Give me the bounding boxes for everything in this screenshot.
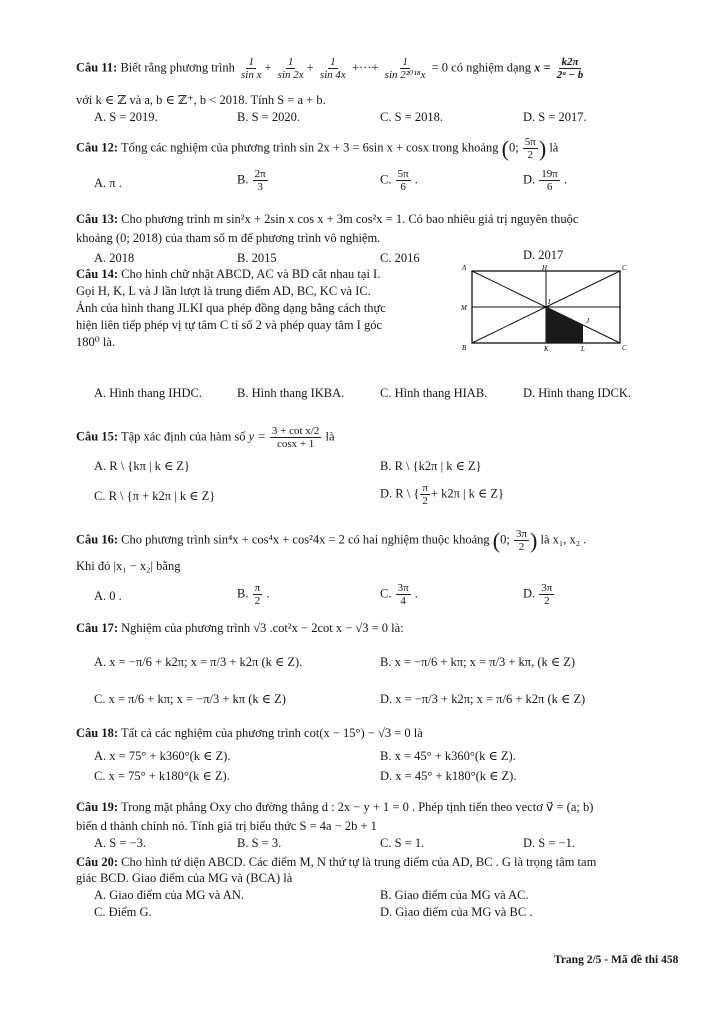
q11-term2 bbox=[276, 56, 306, 81]
q12-int-den: 2 bbox=[527, 149, 534, 161]
q16-label: Câu 16: bbox=[76, 532, 119, 547]
q12-option-d-den: 6 bbox=[546, 181, 553, 193]
label-h: H bbox=[542, 264, 548, 272]
q19-stem bbox=[76, 800, 593, 815]
q12-int-left: 0; bbox=[508, 140, 519, 155]
q18-option-a[interactable]: A. x = 75° + k360°(k ∈ Z). bbox=[94, 749, 231, 763]
q11-line2: với k ∈ ℤ và a, b ∈ ℤ⁺, b < 2018. Tính S = a + b. bbox=[76, 93, 326, 107]
q13-stem bbox=[76, 212, 578, 227]
label-j: J bbox=[586, 317, 590, 325]
q15-option-d-frac bbox=[420, 482, 430, 507]
q13-option-d[interactable]: D. 2017 bbox=[523, 248, 564, 262]
q16-stem bbox=[76, 528, 586, 553]
q14-line5: 180⁰ là. bbox=[76, 335, 116, 349]
q15-text: Tập xác định của hàm số bbox=[120, 429, 246, 444]
q18-stem bbox=[76, 726, 423, 741]
q12-option-c[interactable] bbox=[380, 168, 418, 193]
q17-option-b[interactable]: B. x = −π/6 + kπ; x = π/3 + kπ, (k ∈ Z) bbox=[380, 655, 576, 669]
q17-option-a[interactable]: A. x = −π/6 + k2π; x = π/3 + k2π (k ∈ Z). bbox=[94, 655, 303, 669]
q12-int-num: 5π bbox=[524, 136, 536, 148]
label-m: M bbox=[461, 304, 467, 312]
q12-option-d[interactable] bbox=[523, 168, 567, 193]
q15-func-den: cosx + 1 bbox=[276, 438, 315, 450]
q16-int-close: ) bbox=[530, 528, 538, 553]
q15-option-d-num: π bbox=[422, 482, 428, 494]
label-a: A bbox=[462, 264, 467, 272]
q16-int-open: ( bbox=[492, 528, 501, 553]
q11-option-d[interactable]: D. S = 2017. bbox=[523, 110, 587, 124]
q16-option-b-den: 2 bbox=[254, 595, 261, 607]
q16-option-c-num: 3π bbox=[397, 582, 409, 594]
q12-int-frac bbox=[523, 136, 538, 161]
q11-term2-den: sin 2x bbox=[277, 69, 304, 81]
q19-label: Câu 19: bbox=[76, 800, 119, 814]
label-c-top: C bbox=[622, 264, 627, 272]
q15-option-a[interactable]: A. R \ {kπ | k ∈ Z} bbox=[94, 459, 191, 473]
q17-option-d[interactable]: D. x = −π/3 + k2π; x = π/6 + k2π (k ∈ Z) bbox=[380, 692, 586, 706]
q19-text2: biến d thành chính nó. Tính giá trị biểu thức S = 4a − 2b + 1 bbox=[76, 819, 377, 833]
rectangle-figure bbox=[460, 263, 640, 353]
q11-label: Câu 11: bbox=[76, 60, 118, 75]
q16-option-b[interactable] bbox=[237, 582, 269, 607]
q20-option-d[interactable]: D. Giao điểm của MG và BC . bbox=[380, 905, 533, 919]
q16-option-d-den: 2 bbox=[544, 595, 550, 607]
q12-int-close: ) bbox=[538, 136, 547, 161]
q12-option-c-den: 6 bbox=[400, 181, 406, 193]
q14-option-b[interactable]: B. Hình thang IKBA. bbox=[237, 386, 345, 400]
q12-option-c-num: 5π bbox=[397, 168, 409, 180]
q16-option-c-letter: C. bbox=[380, 586, 392, 601]
q12-tail: là bbox=[549, 140, 559, 155]
q11-option-c[interactable]: C. S = 2018. bbox=[380, 110, 443, 124]
q19-text1: Trong mặt phẳng Oxy cho đường thẳng d : 2x − y + 1 = 0 . Phép tịnh tiến theo vectơ v⃗ = (a; b) bbox=[120, 800, 594, 814]
q16-text: Cho phương trình sin⁴x + cos⁴x + cos²4x = 2 có hai nghiệm thuộc khoảng bbox=[121, 532, 490, 547]
q12-option-c-letter: C. bbox=[380, 172, 392, 187]
q12-label: Câu 12: bbox=[76, 140, 119, 155]
q13-text1: Cho phương trình m sin²x + 2sin x cos x + 3m cos²x = 1. Có bao nhiêu giá trị nguyên thuộc bbox=[121, 212, 579, 226]
q12-int-open: ( bbox=[501, 136, 509, 161]
q18-option-d[interactable]: D. x = 45° + k180°(k ∈ Z). bbox=[380, 769, 517, 783]
q16-tail: là x₁, x₂ . bbox=[540, 532, 587, 547]
q16-option-d-letter: D. bbox=[523, 586, 536, 601]
q16-option-b-frac bbox=[253, 582, 263, 607]
q12-option-d-num: 19π bbox=[541, 168, 558, 180]
q16-int-den: 2 bbox=[518, 541, 525, 553]
q11-eq0: = 0 bbox=[431, 60, 449, 75]
q14-line4: hiện liên tiếp phép vị tự tâm C tỉ số 2 và phép quay tâm I góc bbox=[76, 318, 383, 332]
q16-option-d[interactable] bbox=[523, 582, 555, 607]
q12-option-b-den: 3 bbox=[257, 181, 263, 193]
q13-text2: khoảng (0; 2018) của tham số m để phương trình vô nghiệm. bbox=[76, 231, 381, 245]
q17-text: Nghiệm của phương trình √3 .cot²x − 2cot x − √3 = 0 là: bbox=[121, 621, 404, 635]
q19-option-c[interactable]: C. S = 1. bbox=[380, 836, 425, 850]
q13-option-c[interactable]: C. 2016 bbox=[380, 251, 420, 265]
q17-stem bbox=[76, 621, 404, 636]
q12-option-d-dot: . bbox=[563, 172, 568, 187]
q14-option-d[interactable]: D. Hình thang IDCK. bbox=[523, 386, 631, 400]
q19-option-b[interactable]: B. S = 3. bbox=[237, 836, 282, 850]
q11-term1-num: 1 bbox=[248, 56, 254, 68]
q11-intro: Biết rằng phương trình bbox=[120, 60, 235, 75]
q11-term1 bbox=[239, 56, 263, 81]
q14-line3: Ảnh của hình thang JLKI qua phép đồng dạng bằng cách thực bbox=[76, 301, 386, 315]
label-k: K bbox=[544, 345, 549, 353]
q12-option-c-frac bbox=[396, 168, 411, 193]
q16-option-c-den: 4 bbox=[400, 595, 406, 607]
q14-option-a[interactable]: A. Hình thang IHDC. bbox=[94, 386, 202, 400]
q16-option-b-letter: B. bbox=[237, 586, 249, 601]
q15-option-b[interactable]: B. R \ {k2π | k ∈ Z} bbox=[380, 459, 482, 473]
q14-line1 bbox=[76, 267, 380, 282]
q13-option-b[interactable]: B. 2015 bbox=[237, 251, 277, 265]
q16-int-num: 3π bbox=[515, 528, 528, 540]
q11-term4 bbox=[383, 56, 428, 81]
q17-label: Câu 17: bbox=[76, 621, 119, 635]
q20-option-c[interactable]: C. Điểm G. bbox=[94, 905, 152, 919]
q14-line2: Gọi H, K, L và J lần lượt là trung điểm AD, BC, KC và IC. bbox=[76, 284, 371, 298]
q15-option-d-left: D. R \ { bbox=[380, 486, 420, 501]
label-c-bottom: C bbox=[622, 344, 627, 352]
q20-text2: giác BCD. Giao điểm của MG và (BCA) là bbox=[76, 871, 293, 885]
q11-stem: Câu 11: Biết rằng phương trình $\frac{1}{\text{sin x}}$ + $\frac{1}{\sin 2x}$ + $\frac{1}{\sin 4x}$ +···+ $\frac{1}{\text{sin 2²⁰¹⁸x}}$ = 0 có nghiệm dạng x = $\frac{k2\pi}{\text{2ᵃ − b}}$ bbox=[76, 56, 584, 81]
q11-term4-den: sin 2²⁰¹⁸x bbox=[384, 69, 426, 81]
q20-option-b[interactable]: B. Giao điểm của MG và AC. bbox=[380, 888, 529, 902]
q20-stem bbox=[76, 855, 596, 870]
q11-term2-num: 1 bbox=[287, 56, 294, 68]
q14-label: Câu 14: bbox=[76, 267, 119, 281]
q14-text1: Cho hình chữ nhật ABCD, AC và BD cắt nhau tại I. bbox=[121, 267, 381, 281]
q16-option-c-frac bbox=[396, 582, 411, 607]
q19-option-a[interactable]: A. S = −3. bbox=[94, 836, 146, 850]
q11-x-eq: x = bbox=[534, 60, 551, 75]
q12-text: Tổng các nghiệm của phương trình sin 2x + 3 = 6sin x + cosx trong khoảng bbox=[120, 140, 499, 155]
q16-int-frac bbox=[514, 528, 529, 553]
q11-mid: có nghiệm dạng bbox=[451, 60, 532, 75]
q11-answer-form bbox=[555, 56, 585, 81]
q16-option-a[interactable]: A. 0 . bbox=[94, 589, 122, 603]
q11-ans-den: 2ᵃ − b bbox=[556, 69, 584, 81]
q18-option-c[interactable]: C. x = 75° + k180°(k ∈ Z). bbox=[94, 769, 230, 783]
q12-option-d-letter: D. bbox=[523, 172, 536, 187]
q11-term3 bbox=[318, 56, 348, 81]
q11-term3-den: sin 4x bbox=[319, 69, 346, 81]
q11-term4-num: 1 bbox=[402, 56, 408, 68]
q16-option-d-frac bbox=[539, 582, 554, 607]
q16-option-b-dot: . bbox=[266, 586, 270, 601]
q16-option-c-dot: . bbox=[414, 586, 418, 601]
q15-tail: là bbox=[325, 429, 335, 444]
q12-option-b[interactable] bbox=[237, 168, 269, 193]
q11-option-a[interactable]: A. S = 2019. bbox=[94, 110, 158, 124]
q12-option-a[interactable]: A. π . bbox=[94, 176, 122, 190]
q18-label: Câu 18: bbox=[76, 726, 119, 740]
q18-option-b[interactable]: B. x = 45° + k360°(k ∈ Z). bbox=[380, 749, 516, 763]
q12-option-d-frac bbox=[539, 168, 560, 193]
q15-option-d[interactable] bbox=[380, 482, 504, 507]
q16-line2: Khi đó |x₁ − x₂| bằng bbox=[76, 559, 181, 573]
q15-func-num: 3 + cot x/2 bbox=[271, 425, 320, 437]
q12-option-b-num: 2π bbox=[254, 168, 266, 180]
q11-ans-num: k2π bbox=[561, 56, 579, 68]
q15-option-d-den: 2 bbox=[422, 495, 428, 507]
q19-option-d[interactable]: D. S = −1. bbox=[523, 836, 575, 850]
q12-option-b-frac bbox=[253, 168, 268, 193]
q13-label: Câu 13: bbox=[76, 212, 119, 226]
q15-option-c[interactable]: C. R \ {π + k2π | k ∈ Z} bbox=[94, 489, 216, 503]
page-footer: Trang 2/5 - Mã đề thi 458 bbox=[554, 954, 679, 966]
q16-option-c[interactable] bbox=[380, 582, 418, 607]
q15-label: Câu 15: bbox=[76, 429, 119, 444]
q12-stem bbox=[76, 136, 558, 161]
q15-function-frac bbox=[270, 425, 321, 450]
q12-option-c-dot: . bbox=[414, 172, 418, 187]
q16-int-left: 0; bbox=[500, 532, 510, 547]
q15-y-eq: y = bbox=[248, 429, 266, 444]
q13-option-a[interactable]: A. 2018 bbox=[94, 251, 135, 265]
q11-dots: +···+ bbox=[351, 60, 379, 75]
label-b: B bbox=[462, 344, 467, 352]
q11-option-b[interactable]: B. S = 2020. bbox=[237, 110, 300, 124]
label-i: I bbox=[548, 298, 551, 306]
q11-term1-den: sin x bbox=[241, 69, 262, 81]
q12-option-b-letter: B. bbox=[237, 172, 249, 187]
q15-option-d-right: + k2π | k ∈ Z} bbox=[430, 486, 505, 501]
q20-label: Câu 20: bbox=[76, 855, 119, 869]
q15-stem bbox=[76, 425, 335, 450]
q18-text: Tất cả các nghiệm của phương trình cot(x − 15°) − √3 = 0 là bbox=[120, 726, 423, 740]
label-l: L bbox=[581, 345, 585, 353]
q20-option-a[interactable]: A. Giao điểm của MG và AN. bbox=[94, 888, 244, 902]
q11-term3-num: 1 bbox=[330, 56, 336, 68]
q16-option-d-num: 3π bbox=[541, 582, 553, 594]
trapezoid-jlki bbox=[546, 307, 583, 343]
q20-text1: Cho hình tứ diện ABCD. Các điểm M, N thứ tự là trung điểm của AD, BC . G là trọng tâm tam bbox=[121, 855, 597, 869]
q16-option-b-num: π bbox=[254, 582, 261, 594]
q17-option-c[interactable]: C. x = π/6 + kπ; x = −π/3 + kπ (k ∈ Z) bbox=[94, 692, 286, 706]
q14-option-c[interactable]: C. Hình thang HIAB. bbox=[380, 386, 488, 400]
